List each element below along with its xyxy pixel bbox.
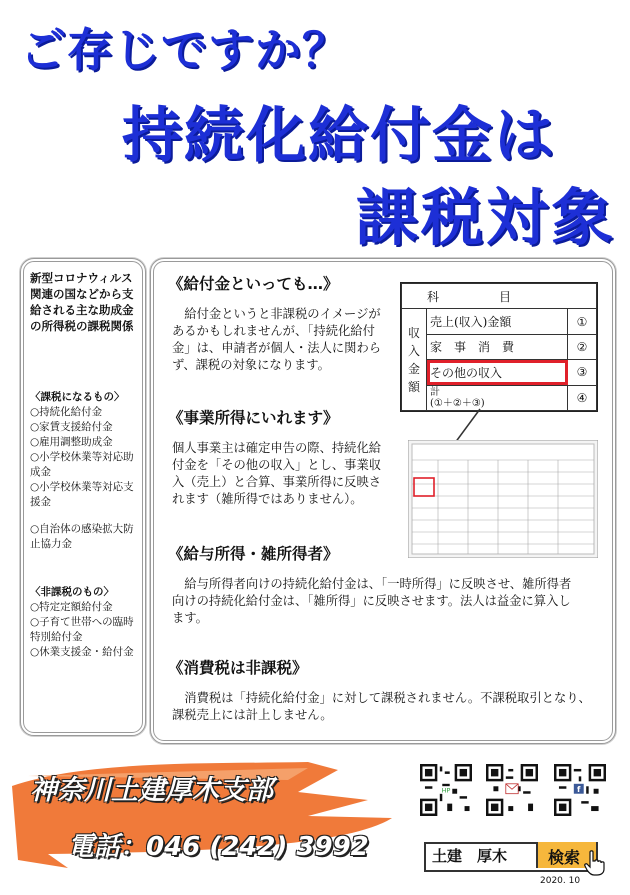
form-row-num: ③ xyxy=(568,360,597,385)
list-item: ○持続化給付金 xyxy=(30,406,103,418)
svg-text:f: f xyxy=(577,785,581,795)
form-row-num: ① xyxy=(568,309,597,334)
list-item: ○特定定額給付金 xyxy=(30,601,113,613)
form-side-char: 入 xyxy=(407,343,420,358)
office-name: 神奈川土建厚木支部 xyxy=(30,775,273,806)
issue-date: 2020. 10 xyxy=(540,876,581,886)
nontaxable-list-block xyxy=(30,585,138,660)
sidebar-title: 新型コロナウィルス関連の国などから支給される主な助成金の所得税の課税関係 xyxy=(30,271,134,333)
form-side-label xyxy=(402,309,427,411)
taxable-heading: 〈課税になるもの〉 xyxy=(30,391,125,403)
phone-number: 電話：046 (242) 3992 xyxy=(68,832,369,862)
section-heading: 《給与所得・雑所得者》 xyxy=(168,545,339,563)
form-side-char: 金 xyxy=(407,361,420,376)
headline-line2: 持続化給付金は xyxy=(122,101,556,171)
section-heading: 《給付金といっても…》 xyxy=(168,275,339,293)
list-item: ○子育て世帯への臨時特別給付金 xyxy=(30,616,134,643)
tax-form-excerpt xyxy=(400,282,598,412)
tax-form-thumbnail xyxy=(408,440,598,558)
hand-cursor-icon xyxy=(584,850,606,876)
form-header xyxy=(402,284,597,309)
list-item: ○雇用調整助成金 xyxy=(30,436,113,448)
list-item: ○休業支援金・給付金 xyxy=(30,646,134,658)
form-row-label: 家 事 消 費 xyxy=(427,334,568,359)
qr-code-mail[interactable] xyxy=(486,764,538,816)
section-body: 消費税は「持続化給付金」に対して課税されません。不課税取引となり、課税売上には計上しません。 xyxy=(172,691,591,722)
qr-code-hp[interactable] xyxy=(420,764,472,816)
form-side-char: 額 xyxy=(407,379,420,394)
list-item: ○自治体の感染拡大防止協力金 xyxy=(30,523,134,550)
taxable-list-block xyxy=(30,390,138,552)
tax-form-table xyxy=(401,283,597,411)
section-heading: 《事業所得にいれます》 xyxy=(168,409,339,427)
headline-line3: 課税対象 xyxy=(356,181,617,254)
form-row-label: 計 (①＋②＋③) xyxy=(427,385,568,410)
list-item: ○小学校休業等対応助成金 xyxy=(30,451,134,478)
section-body: 給与所得者向けの持続化給付金は、「一時所得」に反映させ、雑所得者向けの持続化給付金は、「雑所得」に反映させます。法人は益金に算入します。 xyxy=(172,577,572,625)
section-heading: 《消費税は非課税》 xyxy=(168,659,308,677)
list-item: ○小学校休業等対応支援金 xyxy=(30,481,134,508)
form-header-left: 科 xyxy=(426,289,499,304)
form-side-char: 収 xyxy=(407,325,420,340)
qr-code-facebook[interactable] xyxy=(554,764,606,816)
form-row-label: 売上(収入)金額 xyxy=(427,309,568,334)
qr-label-hp: HP xyxy=(441,786,451,795)
nontaxable-list xyxy=(30,600,138,660)
nontaxable-heading: 〈非課税のもの〉 xyxy=(30,586,114,598)
taxable-list xyxy=(30,405,138,552)
section-body: 個人事業主は確定申告の際、持続化給付金を「その他の収入」とし、事業収入（売上）と合算、事業所得に反映されます（雑所得ではありません）。 xyxy=(172,441,382,506)
form-row-num: ② xyxy=(568,334,597,359)
form-row-label-highlighted: その他の収入 xyxy=(427,360,568,385)
form-header-right: 目 xyxy=(499,289,572,304)
section-body: 給付金というと非課税のイメージがあるかもしれませんが、「持続化給付金」は、申請者が個人・法人に関わらず、課税の対象になります。 xyxy=(172,307,382,372)
headline-line1: ご存じですか？ xyxy=(20,23,349,77)
form-row-num: ④ xyxy=(568,385,597,410)
list-item: ○家賃支援給付金 xyxy=(30,421,113,433)
search-button-label: 検索 xyxy=(548,848,581,867)
search-query: 土建 厚木 xyxy=(432,847,508,865)
